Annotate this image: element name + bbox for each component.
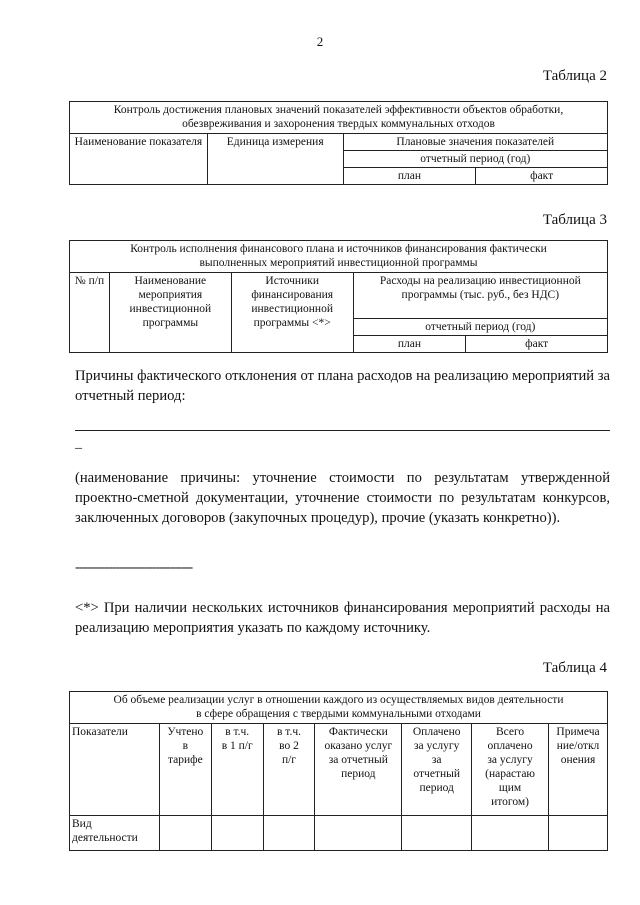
- table4-col-actual-services-line: Фактически: [328, 726, 388, 738]
- table4-col-in-tariff-line: Учтено: [167, 726, 204, 738]
- table4-col-note-line: ние/откл: [556, 740, 600, 752]
- table4-cell-empty: [159, 816, 211, 851]
- table4-col-note: [549, 724, 608, 816]
- table4-row-label-line: Вид: [72, 818, 92, 830]
- table4-col-first-half: [211, 724, 263, 816]
- table4-cell-empty: [263, 816, 315, 851]
- table4-header-row: [70, 724, 608, 816]
- table4-col-paid-total-line: итогом): [491, 796, 529, 808]
- table3-caption: Таблица 3: [542, 212, 607, 228]
- table4-title-line2: в сфере обращения с твердыми коммунальными отходами: [196, 708, 481, 720]
- table4-col-first-half-line: в т.ч.: [225, 726, 250, 738]
- table4-col-paid-total-line: оплачено: [487, 740, 533, 752]
- table4-title: [70, 692, 608, 724]
- table2-col-planned: Плановые значения показателей: [343, 134, 607, 151]
- table4-col-second-half-line: п/г: [281, 754, 297, 766]
- table4-row-label-line: деятельности: [72, 832, 138, 844]
- table3: [69, 240, 608, 353]
- table3-fact: факт: [466, 336, 608, 353]
- table3-title-line1: Контроль исполнения финансового плана и источников финансирования фактически: [130, 243, 547, 255]
- table4-caption: Таблица 4: [542, 660, 607, 676]
- table2-period: отчетный период (год): [343, 151, 607, 168]
- table4-col-paid-total-line: (нарастаю: [485, 768, 536, 780]
- reasons-text: Причины фактического отклонения от плана расходов на реализацию мероприятий за отчетный период:: [75, 368, 610, 404]
- table2-title: [70, 102, 608, 134]
- table4-col-paid-total: [472, 724, 549, 816]
- table4-row-label: [70, 816, 160, 851]
- table4-col-paid-period-line: Оплачено: [412, 726, 461, 738]
- table2: [69, 101, 608, 185]
- table2-col-name: Наименование показателя: [70, 134, 208, 185]
- footnote-text: <*> При наличии нескольких источников финансирования мероприятий расходы на реализацию мероприятия указать по каждому источнику.: [75, 600, 610, 636]
- table2-plan: план: [343, 168, 476, 185]
- table4-col-paid-period-line: отчетный: [413, 768, 460, 780]
- table3-col-name: Наименование мероприятия инвестиционной программы: [109, 273, 231, 353]
- table4-col-indicators: [70, 724, 160, 816]
- table3-title: [70, 241, 608, 273]
- table4-col-second-half-line: в т.ч.: [276, 726, 301, 738]
- table4-col-paid-total-line: Всего: [495, 726, 525, 738]
- table2-title-line2: обезвреживания и захоронения твердых коммунальных отходов: [182, 118, 495, 130]
- table4-col-in-tariff-line: тарифе: [167, 754, 203, 766]
- table4-col-second-half: [263, 724, 315, 816]
- table4-col-first-half-line: в 1 п/г: [221, 740, 253, 752]
- table3-col-sources: Источники финансирования инвестиционной программы <*>: [231, 273, 353, 353]
- table4-col-note-line: онения: [560, 754, 596, 766]
- table4-col-paid-total-line: за услугу: [487, 754, 533, 766]
- table3-col-expenses: Расходы на реализацию инвестиционной программы (тыс. руб., без НДС): [353, 273, 607, 319]
- table4-col-actual-services: [315, 724, 402, 816]
- table4-cell-empty: [402, 816, 472, 851]
- table2-col-unit: Единица измерения: [207, 134, 343, 185]
- table4-col-in-tariff-line: в: [182, 740, 189, 752]
- table4-col-in-tariff: [159, 724, 211, 816]
- table4-cell-empty: [315, 816, 402, 851]
- table4-row-activity: [70, 816, 608, 851]
- fill-in-line: [75, 430, 610, 431]
- table4-col-paid-period-line: за: [431, 754, 442, 766]
- dash-mark: _: [75, 436, 81, 451]
- table4-col-actual-services-line: за отчетный: [328, 754, 388, 766]
- page-number: 2: [316, 34, 324, 49]
- table4-col-paid-period-line: за услугу: [414, 740, 460, 752]
- table3-period: отчетный период (год): [353, 319, 607, 336]
- table4-col-paid-period-line: период: [419, 782, 454, 794]
- table4-cell-empty: [549, 816, 608, 851]
- reason-note: (наименование причины: уточнение стоимости по результатам утвержденной проектно-сметной документации, уточнение стоимости по результатам конкурсов, заключенных договоров (закупочных процедур), прочие (указать конкретно)).: [75, 470, 610, 526]
- table2-fact: факт: [476, 168, 608, 185]
- table4-cell-empty: [211, 816, 263, 851]
- table3-title-line2: выполненных мероприятий инвестиционной программы: [199, 257, 478, 269]
- table4-title-line1: Об объеме реализации услуг в отношении каждого из осуществляемых видов деятельности: [113, 694, 564, 706]
- table4-cell-empty: [472, 816, 549, 851]
- table4-col-paid-total-line: щим: [498, 782, 522, 794]
- table4-col-actual-services-line: период: [341, 768, 376, 780]
- table4: [69, 691, 608, 851]
- table4-col-actual-services-line: оказано услуг: [324, 740, 393, 752]
- table4-col-note-line: Примеча: [556, 726, 600, 738]
- table3-col-num: № п/п: [70, 273, 110, 353]
- table2-caption: Таблица 2: [542, 68, 607, 84]
- table4-col-indicators-line: Показатели: [72, 726, 128, 738]
- footnote-separator: --------------------------------: [75, 560, 193, 575]
- table4-col-paid-period: [402, 724, 472, 816]
- table2-title-line1: Контроль достижения плановых значений показателей эффективности объектов обработки,: [113, 104, 564, 116]
- table3-plan: план: [353, 336, 466, 353]
- table4-col-second-half-line: во 2: [279, 740, 299, 752]
